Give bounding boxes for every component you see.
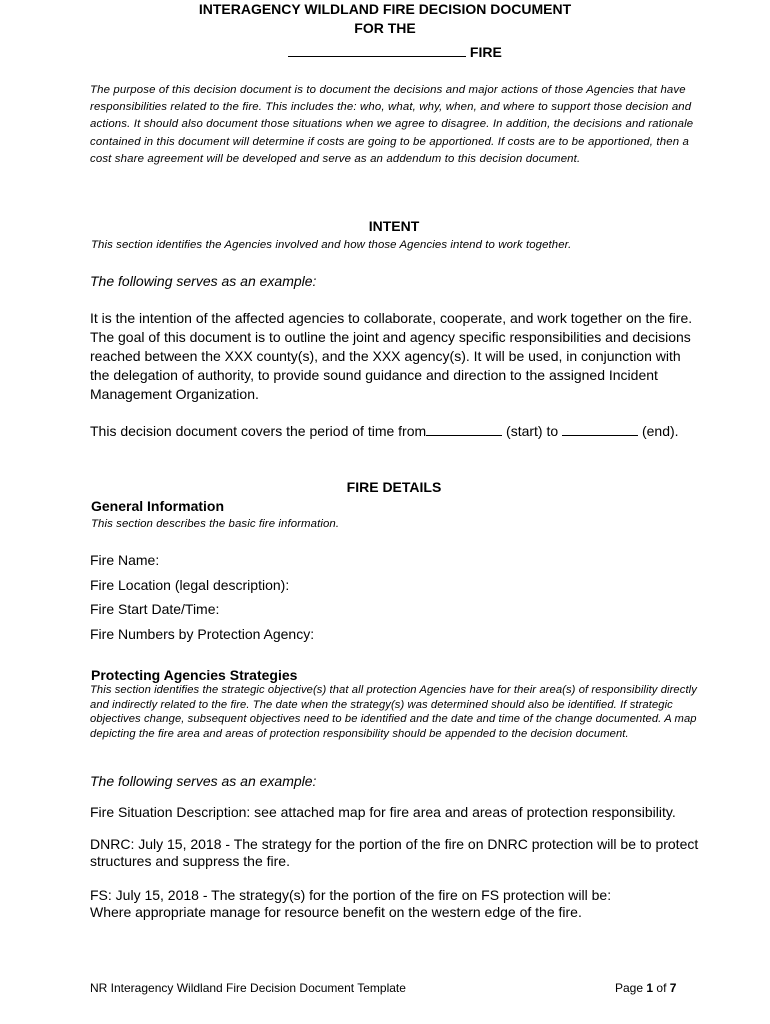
fs-strategy-line-1: FS: July 15, 2018 - The strategy(s) for the portion of the fire on FS protection will be: <box>90 887 612 903</box>
fire-name-blank[interactable] <box>288 44 466 57</box>
footer-page-number <box>615 980 676 996</box>
period-end-label: (end). <box>641 423 679 439</box>
document-title-line-1: INTERAGENCY WILDLAND FIRE DECISION DOCUMENT <box>198 1 572 17</box>
period-start-blank[interactable] <box>426 423 502 436</box>
dnrc-strategy: DNRC: July 15, 2018 - The strategy for the portion of the fire on DNRC protection will be to protect structures and suppress the fire. <box>90 836 699 869</box>
strategies-note: This section identifies the strategic objective(s) that all protection Agencies have for their area(s) of responsibility directly and indirectly related to the fire. The date when the strategy(s) was determined should also be identified. If strategic objectives change, subsequent objectives need to be identified and the date and time of the change documented. A map depicting the fire area and areas of protection responsibility should be appended to the decision document. <box>90 684 697 741</box>
strategies-example-label: The following serves as an example: <box>90 773 317 789</box>
fire-title-suffix: FIRE <box>469 44 502 60</box>
fire-start-field: Fire Start Date/Time: <box>90 601 220 617</box>
intent-example-label: The following serves as an example: <box>90 273 317 289</box>
document-title-line-2: FOR THE <box>354 20 416 36</box>
footer-template-name: NR Interagency Wildland Fire Decision Document Template <box>90 981 406 995</box>
intent-paragraph: It is the intention of the affected agencies to collaborate, cooperate, and work together on the fire. The goal of this document is to outline the joint and agency specific responsibilities and decisions reached between the XXX county(s), and the XXX agency(s). It will be used, in conjunction with the delegation of authority, to provide sound guidance and direction to the assigned Incident Management Organization. <box>90 310 693 402</box>
general-information-note: This section describes the basic fire information. <box>91 518 340 530</box>
period-prefix: This decision document covers the period of time from <box>90 423 427 439</box>
strategies-heading: Protecting Agencies Strategies <box>91 667 298 683</box>
page-current: 1 <box>646 981 654 995</box>
intent-note: This section identifies the Agencies involved and how those Agencies intend to work together. <box>91 239 572 251</box>
page-word: Page <box>615 981 644 995</box>
fire-situation-description: Fire Situation Description: see attached map for fire area and areas of protection responsibility. <box>90 804 676 820</box>
fire-details-heading: FIRE DETAILS <box>346 479 442 495</box>
document-title-line-3 <box>288 43 502 61</box>
page-of: of <box>656 981 667 995</box>
general-information-heading: General Information <box>91 498 225 514</box>
fire-name-field: Fire Name: <box>90 552 160 568</box>
period-sentence <box>90 422 730 441</box>
intent-heading: INTENT <box>368 218 420 234</box>
purpose-paragraph: The purpose of this decision document is to document the decisions and major actions of those Agencies that have responsibilities related to the fire. This includes the: who, what, why, when, and where to support those decision and actions. It should also document those situations when we agree to disagree. In addition, the decisions and rationale contained in this document will determine if costs are going to be apportioned. If costs are to be apportioned, then a cost share agreement will be developed and serve as an addendum to this decision document. <box>90 84 694 165</box>
fire-numbers-field: Fire Numbers by Protection Agency: <box>90 626 315 642</box>
period-start-label: (start) to <box>506 423 559 439</box>
fs-strategy-line-2: Where appropriate manage for resource benefit on the western edge of the fire. <box>90 904 582 920</box>
page-total: 7 <box>669 981 677 995</box>
fire-location-field: Fire Location (legal description): <box>90 577 290 593</box>
period-end-blank[interactable] <box>562 423 638 436</box>
